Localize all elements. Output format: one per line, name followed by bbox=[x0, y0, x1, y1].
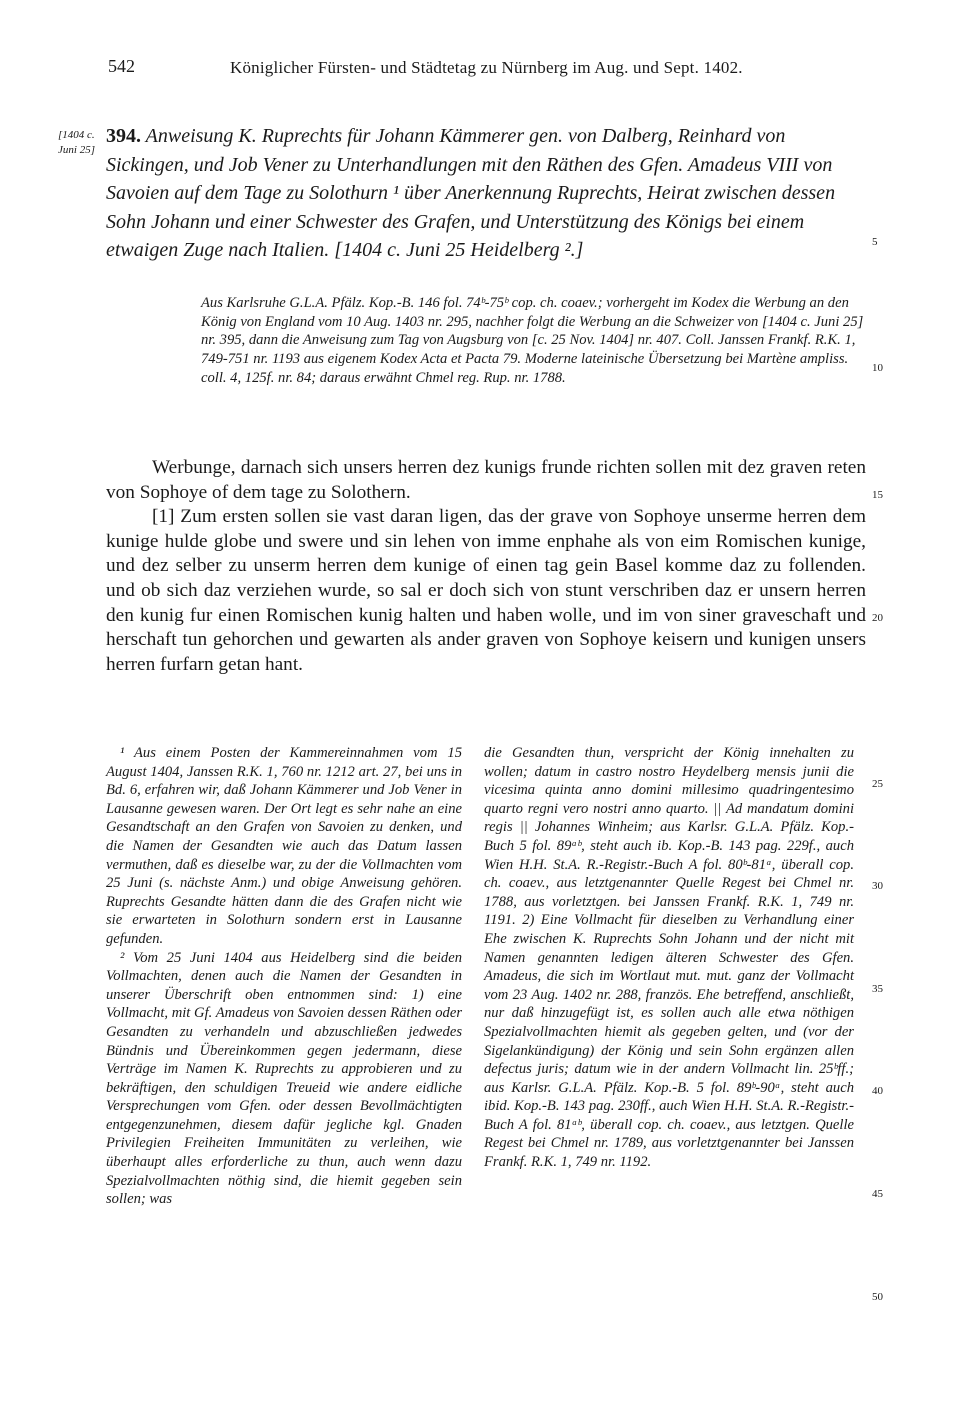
line-number: 35 bbox=[872, 983, 883, 995]
line-number: 20 bbox=[872, 612, 883, 624]
document-body bbox=[106, 456, 866, 677]
line-number: 10 bbox=[872, 362, 883, 374]
entry-title: Anweisung K. Ruprechts für Johann Kämmerer gen. von Dalberg, Reinhard von Sickingen, und Job Vener zu Unterhandlungen mit den Räthen des Gfen. Amadeus VIII von Savoien auf dem Tage zu Solothurn ¹ über Anerkennung Ruprechts, Heirat zwischen dessen Sohn Johann und einer Schwester des Grafen, und Unterstützung des Königs bei einem etwaigen Zuge nach Italien. [1404 c. Juni 25 Heidelberg ².] bbox=[106, 125, 836, 261]
entry-heading bbox=[106, 122, 866, 265]
source-note: Aus Karlsruhe G.L.A. Pfälz. Kop.-B. 146 fol. 74ᵇ-75ᵇ cop. ch. coaev.; vorhergeht im Kodex die Werbung an den König von England vom 10 Aug. 1403 nr. 295, nachher folgt die Werbung an die Schweizer von [1404 c. Juni 25] nr. 395, dann die Anweisung zum Tag von Augsburg von [c. 25 Nov. 1404] nr. 407. Coll. Janssen Frankf. R.K. 1, 749-751 nr. 1193 aus eigenem Kodex Acta et Pacta 79. Moderne lateinische Übersetzung bei Martène ampliss. coll. 4, 125f. nr. 84; daraus erwähnt Chmel reg. Rup. nr. 1788. bbox=[201, 295, 864, 386]
margin-date: [1404 c. Juni 25] bbox=[58, 129, 95, 156]
paragraph-1: Werbunge, darnach sich unsers herren dez kunigs frunde richten sollen mit dez graven reten von Sophoye of dem tage zu Solothern. bbox=[106, 457, 866, 503]
line-number: 40 bbox=[872, 1085, 883, 1097]
footnotes-left-column bbox=[106, 744, 462, 1209]
paragraph-2: [1] Zum ersten sollen sie vast daran ligen, das der grave von Sophoye unserme herren dem kunige hulde globe und swere und sin lehen von imme enphahe als von eim Romischen kunige, und dez selber zu unserm herren dem kunige of einen tag gein Basel komme daz zu follenden. und ob sich daz verziehen wurde, so sal er doch sich von stunt verschriben daz er unsern herren den kunig fur einen Romischen kunig halten und haben wolle, und im von siner graveschaft und herschaft tun gehorchen und gewarten als ander graven von Sophoye keisern und kunigen unsers herren furfarn getan hant. bbox=[106, 506, 866, 675]
line-number: 5 bbox=[872, 236, 878, 248]
running-title: Königlicher Fürsten- und Städtetag zu Nürnberg im Aug. und Sept. 1402. bbox=[230, 58, 743, 77]
line-number: 50 bbox=[872, 1291, 883, 1303]
footnotes-right-column bbox=[484, 744, 854, 1172]
footnote-2: ² Vom 25 Juni 1404 aus Heidelberg sind die beiden Vollmachten, denen auch die Namen der Gesandten in unserer Überschrift oben entnommen sind: 1) eine Vollmacht, mit Gf. Amadeus von Savoien dessen Räthen oder Gesandten zu verhandeln und abzuschließen jedwedes Bündnis und Übereinkommen gegen jedermann, diese Verträge im Namen K. Ruprechts zu approbieren und zu bekräftigen, den schuldigen Treueid wie andere eidliche Versprechungen vom Gfen. oder dessen Bevollmächtigten entgegenzunehmen, diesem dafür jegliche kgl. Gnaden Privilegien Freiheiten Immunitäten zu verleihen, wie überhaupt alles erforderliche zu thun, auch wenn dazu Spezialvollmachten nöthig sind, die hiemit gegeben sein sollen; was bbox=[106, 949, 462, 1208]
footnote-1: ¹ Aus einem Posten der Kammereinnahmen vom 15 August 1404, Janssen R.K. 1, 760 nr. 1212 art. 27, bei uns in Bd. 6, erfahren wir, daß Johann Kämmerer und Job Vener in Lausanne gewesen waren. Der Ort legt es sehr nahe an eine Gesandtschaft an den Grafen von Savoien zu denken, und die Namen der Gesandten wie auch das Datum lassen vermuthen, daß es dieselbe war, zu der die Vollmachten vom 25 Juni (s. nächste Anm.) und obige Anweisung gehören. Ruprechts Gesandte hätten dann die des Grafen nicht wie sie erwarteten in Solothurn sondern erst in Lausanne gefunden. bbox=[106, 745, 462, 947]
line-number: 30 bbox=[872, 880, 883, 892]
page-number: 542 bbox=[108, 56, 135, 76]
footnote-2-continued: die Gesandten thun, verspricht der König innehalten zu wollen; datum in castro nostro Heydelberg mensis junii die vicesima quinta anno domini millesimo quadringentesimo quarto regni vero nostri anno quarto. || Ad mandatum domini regis || Johannes Winheim; aus Karlsr. G.L.A. Pfälz. Kop.-Buch 5 fol. 89ᵃᵇ, steht auch ib. Kop.-B. 143 pag. 229f., auch Wien H.H. St.A. R.-Registr.-Buch A fol. 80ᵇ-81ᵃ, überall cop. ch. coaev., aus letztgenannter Quelle Regest bei Chmel nr. 1788, aus vorletztgen. bei Janssen Frankf. R.K. 1, 749 nr. 1191. 2) Eine Vollmacht für dieselben zu Verhandlung einer Ehe zwischen K. Ruprechts Sohn Johann und der nicht mit Namen genannten ledigen älteren Schwester des Gfen. Amadeus, die sich im Wortlaut mut. mut. ganz der Vollmacht vom 23 Aug. 1402 nr. 288, französ. Ehe betreffend, anschließt, nur daß hinzugefügt ist, es sollen auch alle etwa nöthigen Spezialvollmachten hiemit als gegeben gelten, und (vor der Sigelankündigung) der König und sein Sohn ergänzen allen defectus juris; datum wie in der andern Vollmacht lin. 25ᵇff.; aus Karlsr. G.L.A. Pfälz. Kop.-B. 5 fol. 89ᵇ-90ᵃ, steht auch ibid. Kop.-B. 143 pag. 230ff., auch Wien H.H. St.A. R.-Registr.-Buch A fol. 81ᵃᵇ, überall cop. ch. coaev., aus letztgen. Quelle Regest bei Chmel nr. 1789, aus vorletztgenannter bei Janssen Frankf. R.K. 1, 749 nr. 1192. bbox=[484, 745, 854, 1171]
line-number: 25 bbox=[872, 778, 883, 790]
line-number: 15 bbox=[872, 489, 883, 501]
entry-number: 394. bbox=[106, 125, 141, 147]
line-number: 45 bbox=[872, 1188, 883, 1200]
